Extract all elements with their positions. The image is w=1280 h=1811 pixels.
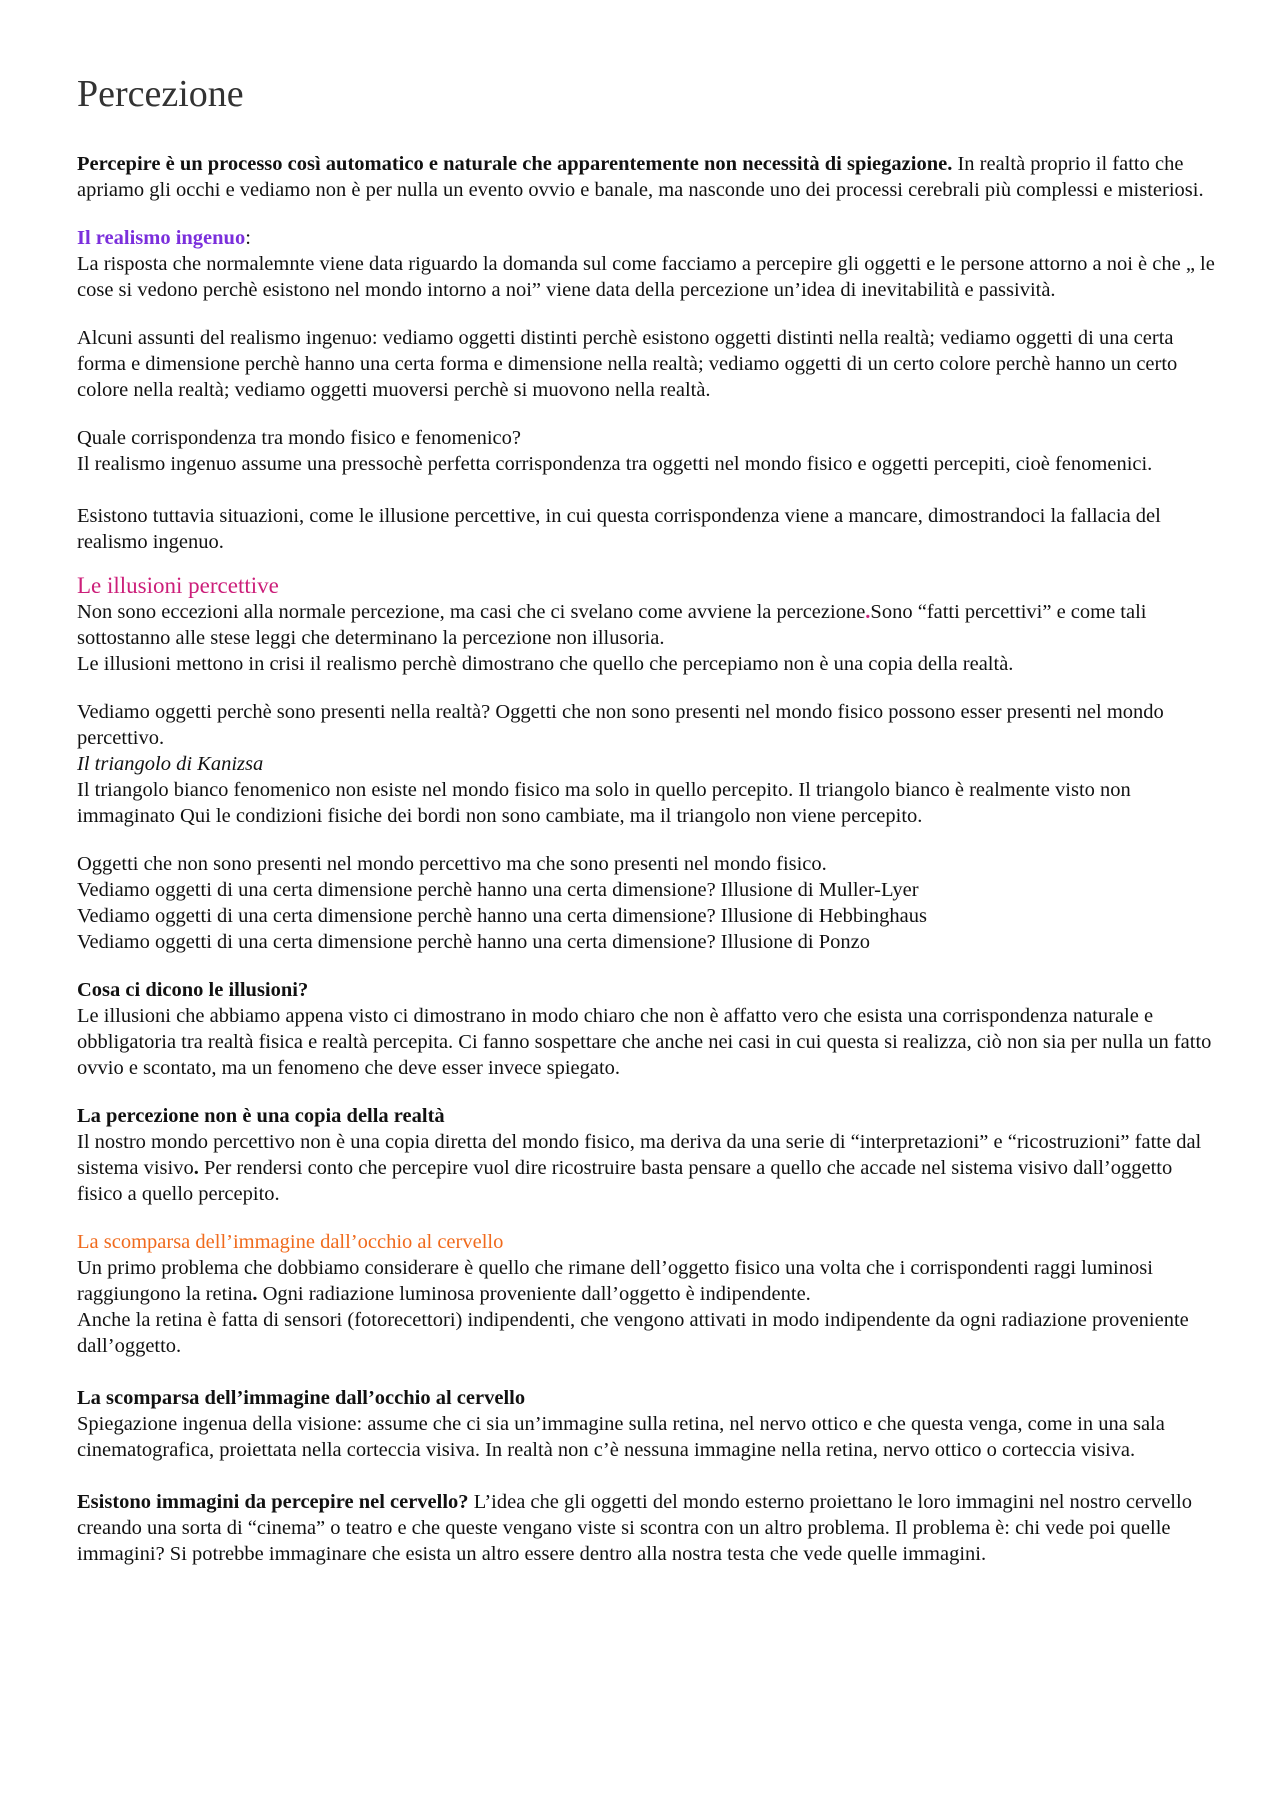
immagini-text: L’idea che gli oggetti del mondo esterno proiettano le loro immagini nel nostro cervello creando una sorta di “cinema” o teatro e che queste vengano viste si scontra con un altro problema. Il problema è: chi vede poi quelle immagini? Si potrebbe immaginare che esista un altro essere dentro alla nostra testa che vede quelle immagini. bbox=[77, 1491, 1192, 1565]
copia-heading-text: La percezione non è una copia della realtà bbox=[77, 1105, 445, 1127]
illusioni-paragraph-4: Il triangolo bianco fenomenico non esiste nel mondo fisico ma solo in quello percepito. Il triangolo bianco è realmente visto non immaginato Qui le condizioni fisiche dei bordi non sono cambiate, ma il triangolo non viene percepito. bbox=[77, 779, 1131, 827]
scomparsa-paragraph-2: Anche la retina è fatta di sensori (fotorecettori) indipendenti, che vengono attivati in modo indipendente da ogni radiazione proveniente dall’oggetto. bbox=[77, 1309, 1189, 1357]
scomparsa-heading-bold bbox=[77, 1385, 1217, 1411]
page-title: Percezione bbox=[77, 73, 244, 115]
cosa-heading-text: Cosa ci dicono le illusioni? bbox=[77, 979, 309, 1001]
scomparsa-paragraph-1 bbox=[77, 1255, 1217, 1307]
scomparsa-p1-dot: . bbox=[252, 1283, 258, 1305]
immagini-bold: Esistono immagini da percepire nel cervello? bbox=[77, 1491, 469, 1513]
realismo-paragraph-3: Il realismo ingenuo assume una pressochè perfetta corrispondenza tra oggetti nel mondo fisico e oggetti percepiti, cioè fenomenici. bbox=[77, 453, 1153, 475]
illusioni-paragraph-1 bbox=[77, 599, 1217, 651]
scomparsa-heading-orange: La scomparsa dell’immagine dall’occhio al cervello bbox=[77, 1231, 504, 1253]
kanizsa-title: Il triangolo di Kanizsa bbox=[77, 753, 264, 775]
realismo-question: Quale corrispondenza tra mondo fisico e fenomenico? bbox=[77, 427, 521, 449]
scomparsa-p1-rest: Ogni radiazione luminosa proveniente dall’oggetto è indipendente. bbox=[257, 1283, 811, 1305]
illusioni-list-item: Vediamo oggetti di una certa dimensione perchè hanno una certa dimensione? Illusione di Muller-Lyer bbox=[77, 879, 919, 901]
illusioni-list-item: Vediamo oggetti di una certa dimensione perchè hanno una certa dimensione? Illusione di Ponzo bbox=[77, 931, 870, 953]
realismo-colon: : bbox=[245, 227, 251, 249]
copia-heading bbox=[77, 1103, 1217, 1129]
cosa-paragraph: Le illusioni che abbiamo appena visto ci dimostrano in modo chiaro che non è affatto vero che esista una corrispondenza naturale e obbligatoria tra realtà fisica e realtà percepita. Ci fanno sospettare che anche nei casi in cui questa si realizza, ciò non sia per nulla un fatto ovvio e scontato, ma un fenomeno che deve esser invece spiegato. bbox=[77, 1005, 1212, 1079]
immagini-paragraph bbox=[77, 1489, 1217, 1567]
scomparsa-heading-bold-text: La scomparsa dell’immagine dall’occhio al cervello bbox=[77, 1387, 526, 1409]
intro-paragraph bbox=[77, 151, 1217, 203]
cosa-heading bbox=[77, 977, 1217, 1003]
illusioni-p1-rest: Sono “fatti percettivi” e come tali sottostanno alle stese leggi che determinano la percezione non illusoria. bbox=[77, 601, 1147, 649]
realismo-heading-line bbox=[77, 225, 1217, 251]
kanizsa-label bbox=[77, 751, 1217, 777]
illusioni-p1-text: Non sono eccezioni alla normale percezione, ma casi che ci svelano come avviene la percezione bbox=[77, 601, 866, 623]
illusioni-list-item: Vediamo oggetti di una certa dimensione perchè hanno una certa dimensione? Illusione di Hebbinghaus bbox=[77, 905, 927, 927]
scomparsa-p1-text: Un primo problema che dobbiamo considerare è quello che rimane dell’oggetto fisico una volta che i corrispondenti raggi luminosi raggiungono la retina bbox=[77, 1257, 1153, 1305]
copia-dot: . bbox=[193, 1157, 199, 1179]
illusioni-p1-dot: . bbox=[865, 601, 871, 623]
intro-text: In realtà proprio il fatto che apriamo gli occhi e vediamo non è per nulla un evento ovvio e banale, ma nasconde uno dei processi cerebrali più complessi e misteriosi. bbox=[77, 153, 1204, 201]
realismo-paragraph-1: La risposta che normalemnte viene data riguardo la domanda sul come facciamo a percepire gli oggetti e le persone attorno a noi è che „ le cose si vedono perchè esistono nel mondo intorno a noi” viene data della percezione un’idea di inevitabilità e passività. bbox=[77, 253, 1215, 301]
realismo-heading: Il realismo ingenuo bbox=[77, 227, 246, 249]
illusioni-paragraph-2: Le illusioni mettono in crisi il realismo perchè dimostrano che quello che percepiamo non è una copia della realtà. bbox=[77, 653, 1014, 675]
illusioni-heading: Le illusioni percettive bbox=[77, 573, 279, 598]
document-body bbox=[77, 151, 1217, 1589]
illusioni-paragraph-3: Vediamo oggetti perchè sono presenti nella realtà? Oggetti che non sono presenti nel mondo fisico possono esser presenti nel mondo percettivo. bbox=[77, 701, 1164, 749]
intro-bold: Percepire è un processo così automatico e naturale che apparentemente non necessità di spiegazione. bbox=[77, 153, 953, 175]
scomparsa-paragraph-3: Spiegazione ingenua della visione: assume che ci sia un’immagine sulla retina, nel nervo ottico e che questa venga, come in una sala cinematografica, proiettata nella corteccia visiva. In realtà non c’è nessuna immagine nella retina, nervo ottico o corteccia visiva. bbox=[77, 1413, 1165, 1461]
copia-text: Il nostro mondo percettivo non è una copia diretta del mondo fisico, ma deriva da una serie di “interpretazioni” e “ricostruzioni” fatte dal sistema visivo bbox=[77, 1131, 1202, 1179]
illusioni-list-item: Oggetti che non sono presenti nel mondo percettivo ma che sono presenti nel mondo fisico. bbox=[77, 853, 827, 875]
copia-paragraph bbox=[77, 1129, 1217, 1207]
copia-rest: Per rendersi conto che percepire vuol dire ricostruire basta pensare a quello che accade nel sistema visivo dall’oggetto fisico a quello percepito. bbox=[77, 1157, 1173, 1205]
realismo-paragraph-4: Esistono tuttavia situazioni, come le illusione percettive, in cui questa corrispondenza viene a mancare, dimostrandoci la fallacia del realismo ingenuo. bbox=[77, 505, 1161, 553]
realismo-paragraph-2: Alcuni assunti del realismo ingenuo: vediamo oggetti distinti perchè esistono oggetti distinti nella realtà; vediamo oggetti di una certa forma e dimensione perchè hanno una certa forma e dimensione nella realtà; vediamo oggetti di un certo colore perchè hanno un certo colore nella realtà; vediamo oggetti muoversi perchè si muovono nella realtà. bbox=[77, 327, 1178, 401]
